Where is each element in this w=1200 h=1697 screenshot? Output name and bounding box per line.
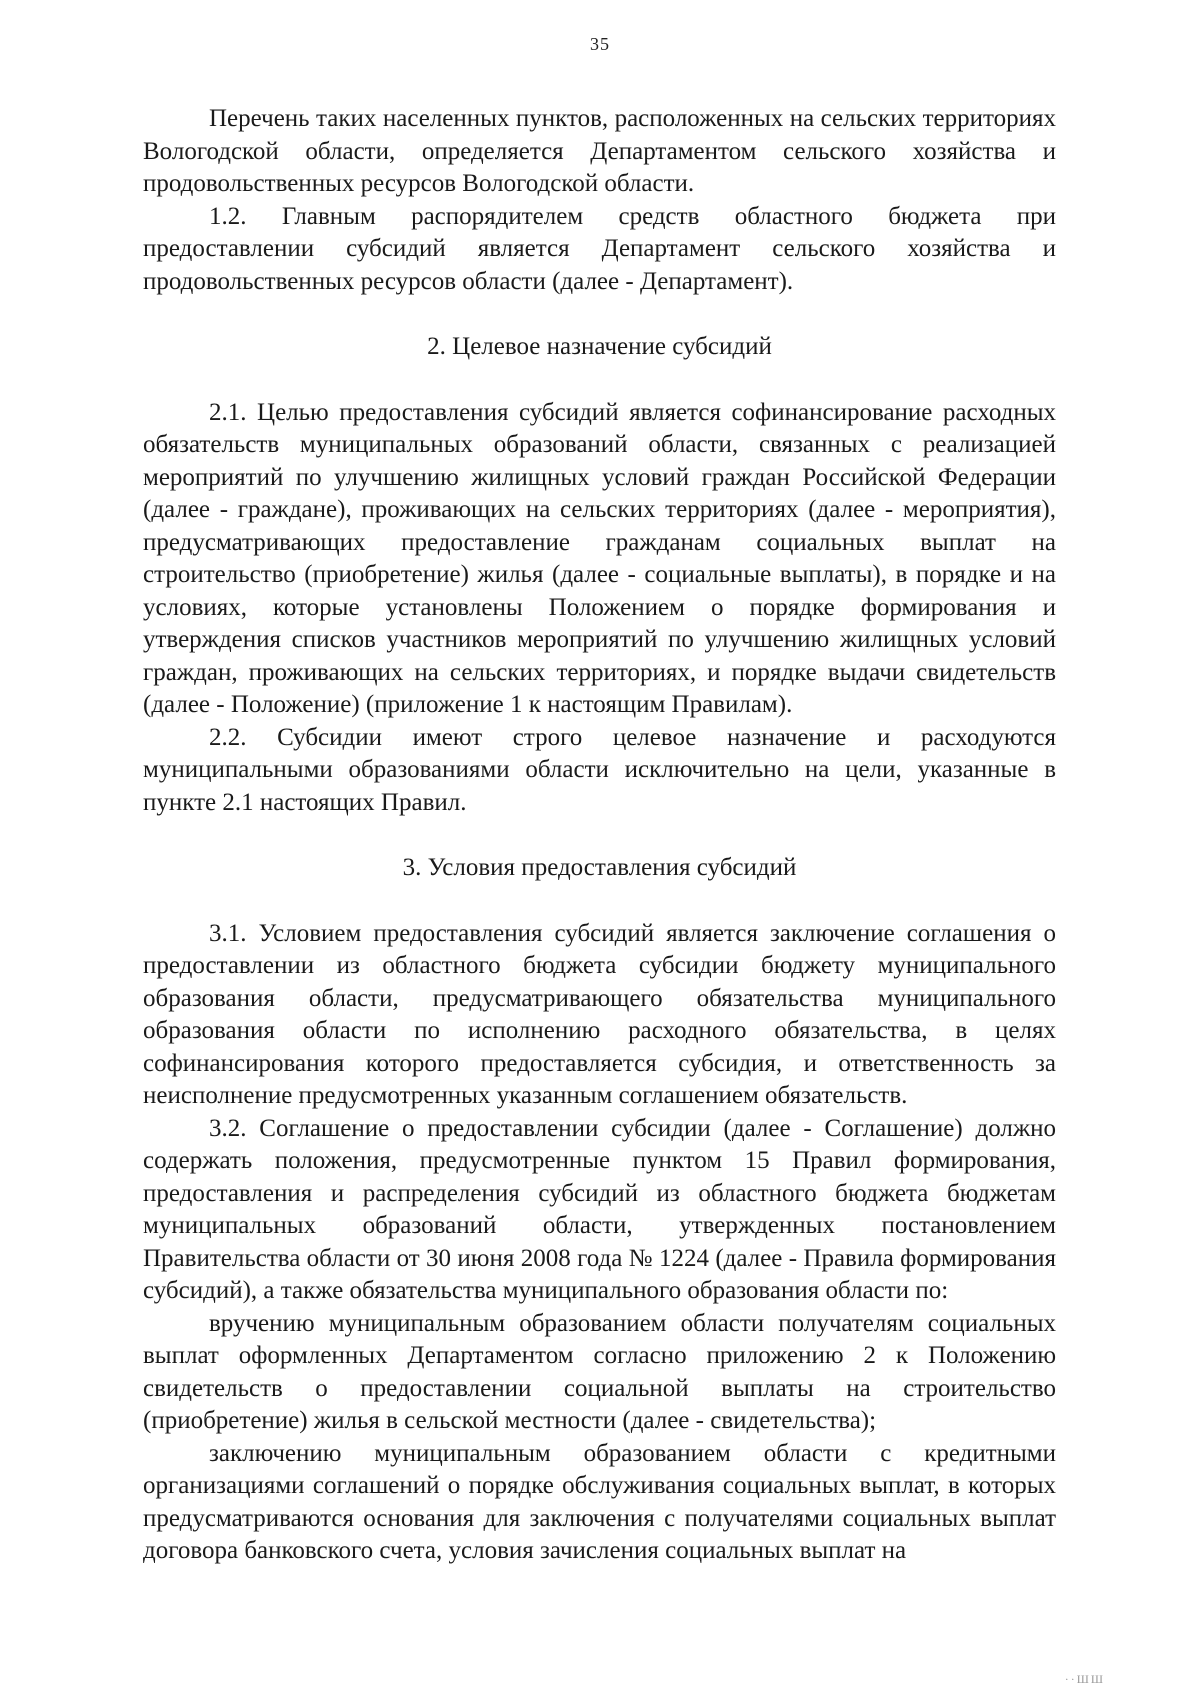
paragraph-3-2: 3.2. Соглашение о предоставлении субсидии (далее - Соглашение) должно содержать положения, предусмотренные пунктом 15 Правил формирования, предоставления и распределения субсидий из областного бюджета бюджетам муниципальных образований области, утвержденных постановлением Правительства области от 30 июня 2008 года № 1224 (далее - Правила формирования субсидий), а также обязательства муниципального образования области по: — [143, 1114, 1056, 1304]
paragraph-intro-1: Перечень таких населенных пунктов, расположенных на сельских территориях Вологодской области, определяется Департаментом сельского хозяйства и продовольственных ресурсов Вологодской области. — [143, 105, 1056, 197]
paragraph-3-2-item-2: заключению муниципальным образованием области с кредитными организациями соглашений о порядке обслуживания социальных выплат, в которых предусматриваются основания для заключения с получателями социальных выплат договора банковского счета, условия зачисления социальных выплат на — [143, 1439, 1056, 1564]
scan-footer-mark: ··ШШ — [1064, 1672, 1105, 1686]
section-3-title: 3. Условия предоставления субсидий — [402, 854, 797, 881]
paragraph-3-1: 3.1. Условием предоставления субсидий является заключение соглашения о предоставлении из областного бюджета субсидии бюджету муниципального образования области, предусматривающего обязательства муниципального образования области по исполнению расходного обязательства, в целях софинансирования которого предоставляется субсидия, и ответственность за неисполнение предусмотренных указанным соглашением обязательств. — [143, 919, 1056, 1109]
section-2-title: 2. Целевое назначение субсидий — [427, 333, 772, 360]
paragraph-1-2: 1.2. Главным распорядителем средств областного бюджета при предоставлении субсидий является Департамент сельского хозяйства и продовольственных ресурсов области (далее - Департамент). — [143, 202, 1056, 295]
paragraph-3-2-item-1: вручению муниципальным образованием области получателям социальных выплат оформленных Департаментом согласно приложению 2 к Положению свидетельств о предоставлении социальной выплаты на строительство (приобретение) жилья в сельской местности (далее - свидетельства); — [143, 1309, 1056, 1434]
page-number: 35 — [590, 34, 610, 54]
paragraph-2-2: 2.2. Субсидии имеют строго целевое назначение и расходуются муниципальными образованиями области исключительно на цели, указанные в пункте 2.1 настоящих Правил. — [143, 723, 1056, 816]
paragraph-2-1: 2.1. Целью предоставления субсидий является софинансирование расходных обязательств муниципальных образований области, связанных с реализацией мероприятий по улучшению жилищных условий граждан Российской Федерации (далее - граждане), проживающих на сельских территориях (далее - мероприятия), предусматривающих предоставление гражданам социальных выплат на строительство (приобретение) жилья (далее - социальные выплаты), в порядке и на условиях, которые установлены Положением о порядке формирования и утверждения списков участников мероприятий по улучшению жилищных условий граждан, проживающих на сельских территориях, и порядке выдачи свидетельств (далее - Положение) (приложение 1 к настоящим Правилам). — [143, 398, 1056, 718]
document-body — [143, 103, 1056, 1568]
